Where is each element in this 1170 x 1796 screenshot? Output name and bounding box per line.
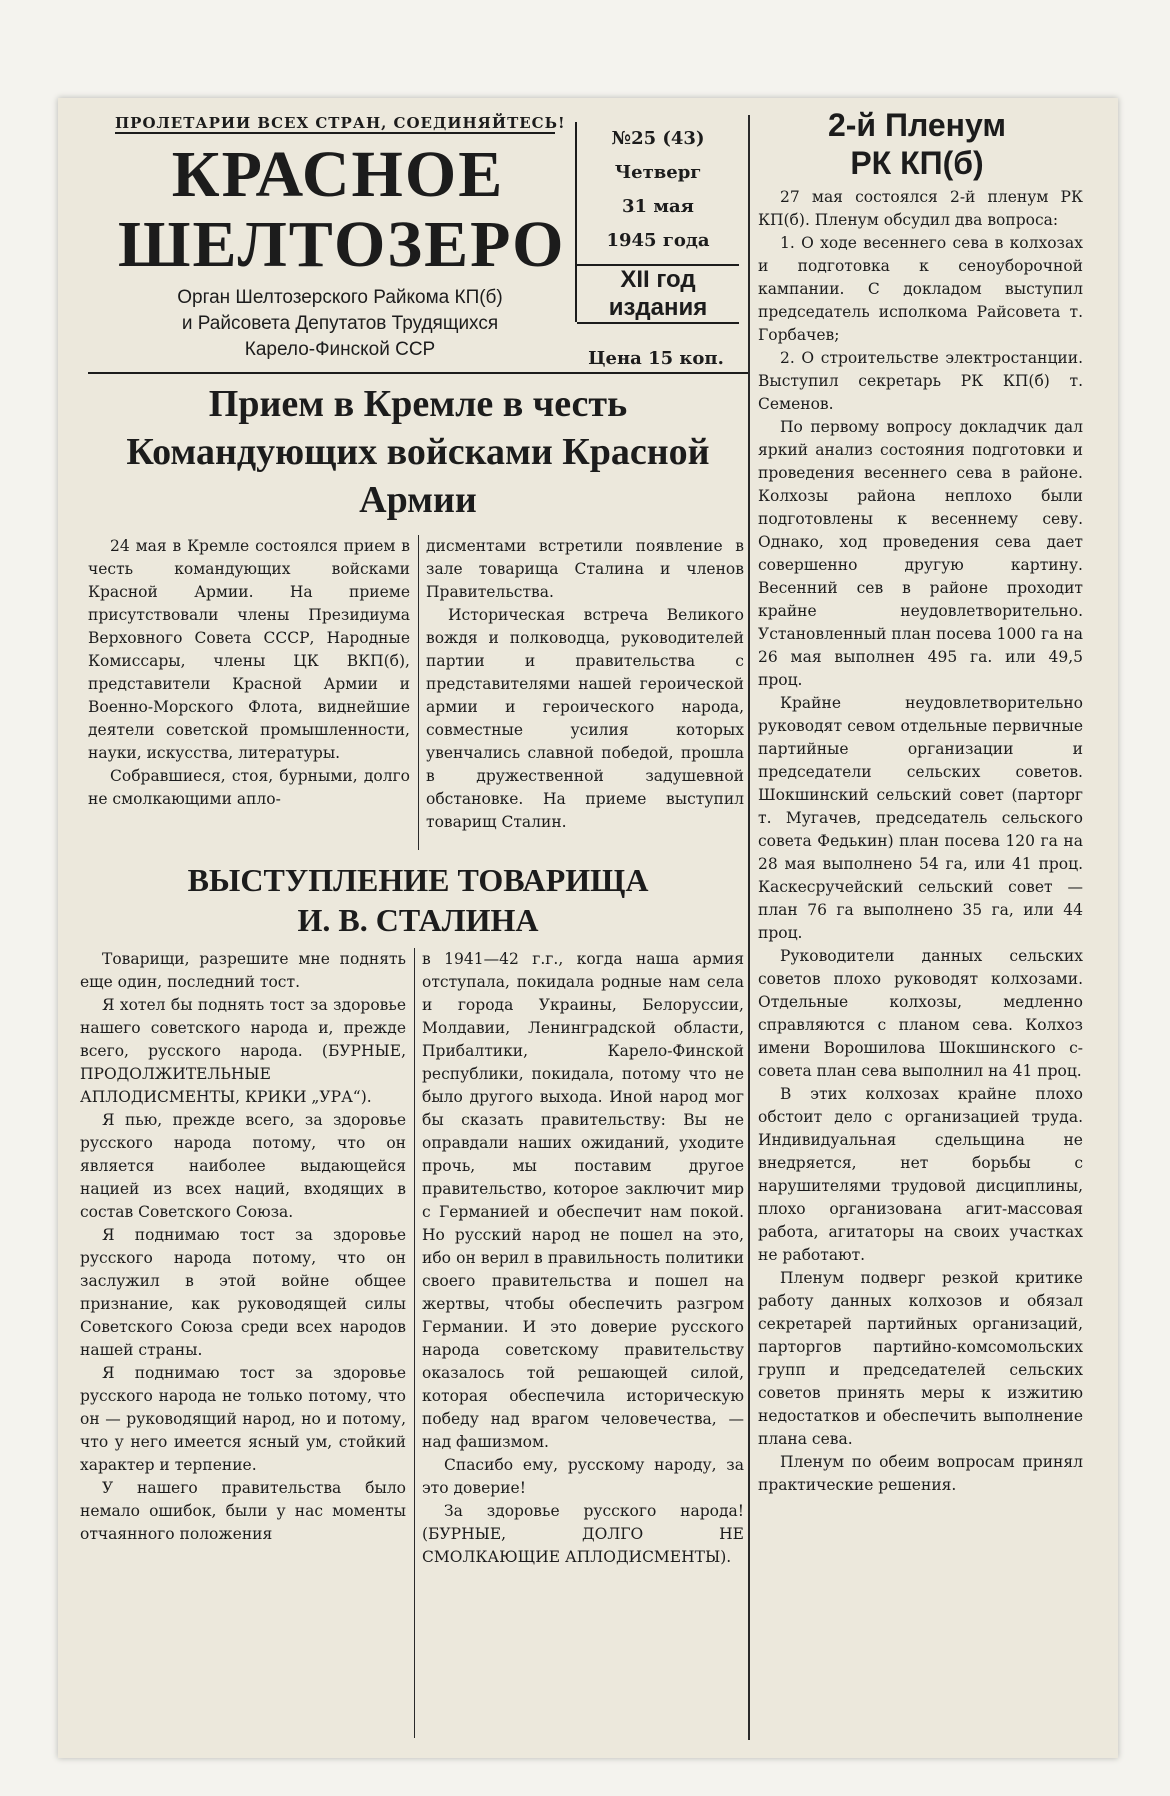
paragraph: Руководители данных сельских советов плохо руководят колхозами. Отдельные колхозы, медленно справляются с планом сева. Колхоз имени Ворошилова Шокшинского с-совета план сева выполнил на 41 проц.: [758, 947, 1083, 1080]
paragraph: 24 мая в Кремле состоялся прием в честь командующих войсками Красной Армии. На приеме присутствовали члены Президиума Верховного Совета СССР, Народные Комиссары, члены ЦК ВКП(б), представители Красной Армии и Военно-Морского Флота, виднейшие деятели советской промышленности, науки, искусства, литературы.: [88, 537, 410, 762]
paragraph: 1. О ходе весеннего сева в колхозах и подготовка к сеноуборочной кампании. С докладом выступил председатель исполкома Райсовета т. Горбачев;: [758, 234, 1083, 344]
issue-weekday: Четверг: [614, 162, 702, 183]
paragraph: 2. О строительстве электростанции. Выступил секретарь РК КП(б) т. Семенов.: [758, 349, 1083, 413]
issue-info-box: [575, 122, 739, 322]
paragraph: Я поднимаю тост за здоровье русского народа потому, что он заслужил в этой войне общее признание, как руководящей силы Советского Союза среди всех народов нашей страны.: [80, 1226, 406, 1359]
column-divider-right: [748, 115, 750, 1740]
organ-line2: и Райсовета Депутатов Трудящихся: [181, 313, 499, 334]
paragraph: 27 мая состоялся 2-й пленум РК КП(б). Пленум обсудил два вопроса:: [758, 188, 1083, 229]
article-stalin-headline: [88, 860, 748, 940]
article-kremlin-col1: [88, 535, 410, 855]
paragraph: Я пью, прежде всего, за здоровье русского народа потому, что он является наиболее выдающейся нацией из всех наций, входящих в состав Советского Союза.: [80, 1111, 406, 1221]
paragraph: Собравшиеся, стоя, бурными, долго не смолкающими апло-: [88, 767, 410, 808]
paragraph: Пленум по обеим вопросам принял практические решения.: [758, 1453, 1083, 1494]
article-plenum-body: [758, 186, 1083, 1746]
organ-line3: Карело-Финской ССР: [244, 339, 436, 360]
article-kremlin-headline: Прием в Кремле в честь Командующих войсками Красной Армии: [126, 383, 710, 521]
issue-date: 31 мая: [622, 196, 694, 217]
article-plenum-headline-line1: 2-й Пленум: [827, 107, 1007, 143]
paragraph: Спасибо ему, русскому народу, за это доверие!: [422, 1456, 744, 1497]
column-rule: [418, 535, 419, 850]
column-rule: [414, 948, 415, 1738]
article-plenum-headline: [752, 106, 1082, 182]
newspaper-title: [118, 138, 566, 281]
paragraph: Крайне неудовлетворительно руководят севом отдельные первичные партийные организации и председатели сельских советов. Шокшинский сельский совет (парторг т. Мугачев, председатель сельского совета Федькин) план посева 120 га на 28 мая выполнено 54 га, или 41 проц. Каскесручейский сельский совет — план 76 га выполнено 35 га, или 44 проц.: [758, 694, 1083, 942]
masthead-motto: ПРОЛЕТАРИИ ВСЕХ СТРАН, СОЕДИНЯЙТЕСЬ!: [115, 114, 566, 132]
paragraph: Я поднимаю тост за здоровье русского народа не только потому, что он — руководящий народ, но и потому, что у него имеется ясный ум, стойкий характер и терпение.: [80, 1364, 406, 1474]
publication-year: XII год издания: [577, 264, 739, 324]
paragraph: В этих колхозах крайне плохо обстоит дело с организацией труда. Индивидуальная сдельщина не внедряется, нет борьбы с нарушителями трудовой дисциплины, плохо организована агит-массовая работа, агитаторы на своих участках не работают.: [758, 1085, 1083, 1264]
article-kremlin-col2: [426, 535, 744, 855]
paragraph: Пленум подверг резкой критике работу данных колхозов и обязал секретарей партийных организаций, парторгов партийно-комсомольских групп и председателей сельских советов принять меры к изжитию недостатков и обеспечить выполнение плана сева.: [758, 1269, 1083, 1448]
newspaper-title-line2: ШЕЛТОЗЕРО: [118, 208, 566, 281]
article-stalin-col2: [422, 948, 744, 1748]
paragraph: У нашего правительства было немало ошибок, были у нас моменты отчаянного положения: [80, 1479, 406, 1543]
paragraph: По первому вопросу докладчик дал яркий анализ состояния подготовки и проведения весеннего сева в районе. Колхозы района неплохо были подготовлены к весеннему севу. Однако, ход проведения сева дает совершенно другую картину. Весенний сев в районе проходит крайне неудовлетворительно. Установленный план посева 1000 га на 26 мая выполнен 495 га. или 49,5 проц.: [758, 418, 1083, 689]
newspaper-title-line1: КРАСНОЕ: [171, 138, 505, 211]
issue-year: 1945 года: [606, 230, 710, 251]
paragraph: Историческая встреча Великого вождя и полководца, руководителей партии и правительства с представителями нашей героической армии и героического народа, совместные усилия которых увенчались славной победой, прошла в дружественной задушевной обстановке. На приеме выступил товарищ Сталин.: [426, 606, 744, 831]
article-stalin-headline-line1: ВЫСТУПЛЕНИЕ ТОВАРИЩА: [187, 862, 649, 898]
paragraph: Товарищи, разрешите мне поднять еще один, последний тост.: [80, 950, 406, 991]
issue-number: №25 (43): [611, 128, 705, 149]
article-plenum-headline-line2: РК КП(б): [850, 145, 984, 181]
article-stalin-headline-line2: И. В. СТАЛИНА: [297, 902, 539, 938]
organ-line1: Орган Шелтозерского Райкома КП(б): [177, 287, 503, 308]
paragraph: в 1941—42 г.г., когда наша армия отступала, покидала родные нам села и города Украины, Белоруссии, Молдавии, Ленинградской области, Прибалтики, Карело-Финской республики, покидала, потому что не было другого выхода. Иной народ мог бы сказать правительству: Вы не оправдали наших ожиданий, уходите прочь, мы поставим другое правительство, которое заключит мир с Германией и обеспечит нам покой. Но русский народ не пошел на это, ибо он верил в правильность политики своего правительства и пошел на жертвы, чтобы обеспечить разгром Германии. И это доверие русского народа советскому правительству оказалось той решающей силой, которая обеспечила историческую победу над врагом человечества, — над фашизмом.: [422, 950, 744, 1451]
article-stalin-col1: [80, 948, 406, 1748]
paragraph: дисментами встретили появление в зале товарища Сталина и членов Правительства.: [426, 537, 744, 601]
issue-price: Цена 15 коп.: [588, 348, 724, 369]
masthead-divider: [88, 372, 748, 374]
organ-description: [90, 285, 590, 363]
paragraph: Я хотел бы поднять тост за здоровье нашего советского народа и, прежде всего, русского народа. (БУРНЫЕ, ПРОДОЛЖИТЕЛЬНЫЕ АПЛОДИСМЕНТЫ, КРИКИ „УРА“).: [80, 996, 406, 1106]
paragraph: За здоровье русского народа! (БУРНЫЕ, ДОЛГО НЕ СМОЛКАЮЩИЕ АПЛОДИСМЕНТЫ).: [422, 1502, 744, 1566]
